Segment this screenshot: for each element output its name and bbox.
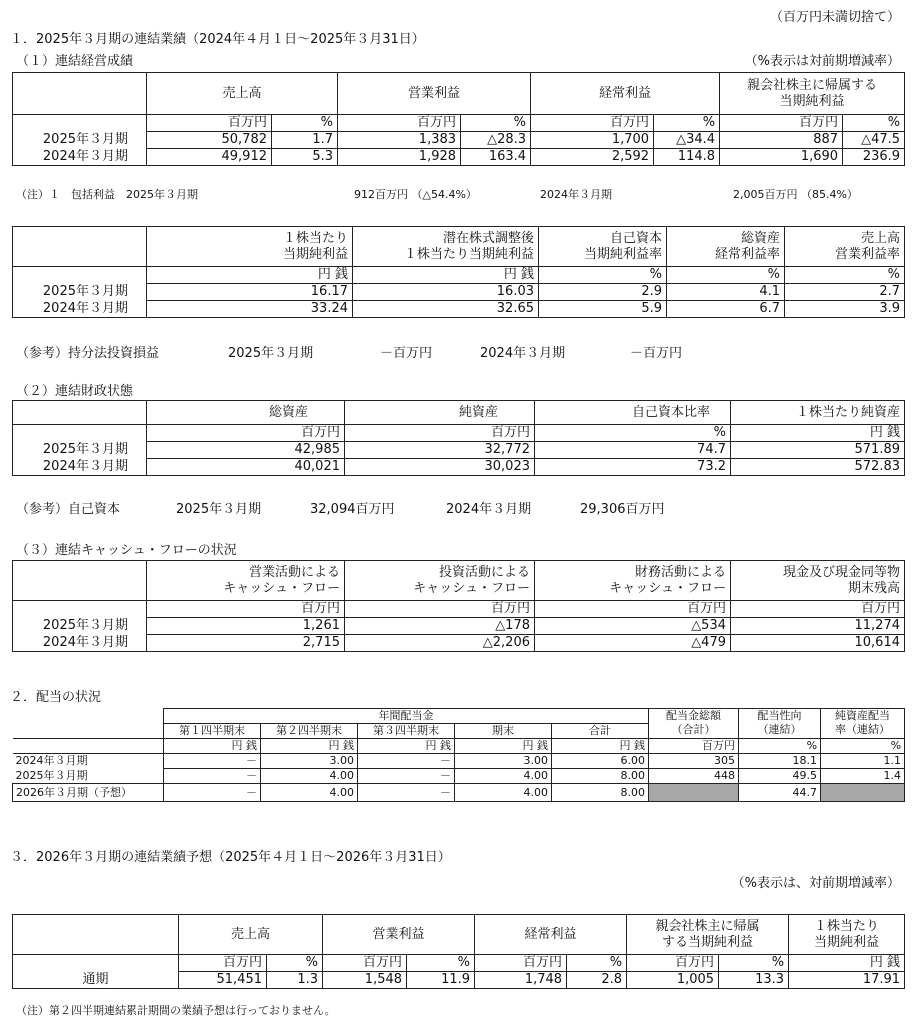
cell: 50,782 [147,132,272,149]
cell: △479 [535,635,731,652]
cash-flow-table [12,560,905,652]
cell: － [164,784,261,802]
note-period: 2025年３月期 [176,502,262,517]
header-operating-cf: 営業活動による キャッシュ・フロー [147,561,345,601]
cell: 8.00 [552,769,649,784]
unit: 百万円 [627,955,719,972]
cell: 1.1 [821,754,905,769]
note-period: 2024年３月期 [540,188,612,201]
note-value: 32,094百万円 [310,502,395,517]
table-row [13,459,905,476]
header-q3: 第３四半期末 [358,724,455,739]
cell: － [358,784,455,802]
forecast-footnote: （注）第２四半期連結累計期間の業績予想は行っておりません。 [16,1004,336,1017]
section2-title: ２．配当の状況 [10,690,102,705]
header-year-end: 期末 [455,724,552,739]
cell: 448 [649,769,739,784]
header-total-dividend: 配当金総額 （合計） [649,709,739,739]
unit: % [267,955,323,972]
unit: 円 銭 [353,267,539,284]
cell: 1.4 [821,769,905,784]
cell: 17.91 [789,972,905,989]
cell: 13.3 [719,972,789,989]
cell: 8.00 [552,784,649,802]
cell: 2,592 [531,149,654,166]
header-total: 合計 [552,724,649,739]
cell: 4.00 [455,784,552,802]
unit: 円 銭 [731,425,905,442]
cell [649,784,739,802]
cell: 2.8 [567,972,627,989]
cell: 3.00 [455,754,552,769]
cell: 40,021 [147,459,345,476]
cell: 571.89 [731,442,905,459]
cell: 44.7 [739,784,821,802]
unit: % [407,955,475,972]
header-investing-cf: 投資活動による キャッシュ・フロー [345,561,535,601]
header-annual-dividend: 年間配当金 [164,709,649,724]
unit: 円 銭 [147,267,353,284]
cell: 18.1 [739,754,821,769]
unit: % [821,739,905,754]
cell: 49.5 [739,769,821,784]
note-period: 2025年３月期 [228,346,314,361]
cell: － [164,754,261,769]
header-ordinary-income: 経常利益 [531,73,720,115]
cell: 32.65 [353,301,539,318]
note-value: －百万円 [380,346,433,361]
table-row [13,784,905,802]
row-label: 2025年３月期 [13,618,147,635]
per-share-table [12,226,905,318]
unit: 円 銭 [552,739,649,754]
cell: 2.9 [539,284,667,301]
unit: % [567,955,627,972]
row-label: 2024年３月期 [13,149,147,166]
header-sales: 売上高 [179,915,323,955]
cell: 49,912 [147,149,272,166]
cell: 1.3 [267,972,323,989]
cell: 51,451 [179,972,267,989]
subsection1-title: （１）連結経営成績 [16,54,134,69]
unit: % [654,115,720,132]
section1-title: １．2025年３月期の連結業績（2024年４月１日～2025年３月31日） [10,32,425,47]
table-row [13,769,905,784]
cell: 1,748 [475,972,567,989]
note-value: －百万円 [630,346,683,361]
row-label: 通期 [13,972,179,989]
unit: % [272,115,338,132]
header-doe: 純資産配当 率（連結） [821,709,905,739]
cell: 4.1 [667,284,785,301]
cell: 4.00 [261,784,358,802]
cell: 163.4 [461,149,531,166]
unit-note: （百万円未満切捨て） [769,10,900,25]
cell: △34.4 [654,132,720,149]
table-row [13,284,905,301]
cell: 1,383 [338,132,461,149]
unit: 円 銭 [455,739,552,754]
forecast-percent-note: （%表示は、対前期増減率） [731,876,900,891]
unit: % [461,115,531,132]
row-label: 2026年３月期（予想） [13,784,164,802]
unit: 百万円 [475,955,567,972]
row-label: 2025年３月期 [13,442,147,459]
unit: 円 銭 [164,739,261,754]
forecast-table [12,914,905,989]
unit: 百万円 [731,601,905,618]
row-label: 2024年３月期 [13,754,164,769]
cell: 3.9 [785,301,905,318]
cell: △2,206 [345,635,535,652]
header-equity-ratio: 自己資本比率 [535,401,731,425]
row-label: 2025年３月期 [13,284,147,301]
unit: % [785,267,905,284]
cell: 30,023 [345,459,535,476]
unit: % [539,267,667,284]
unit: 円 銭 [358,739,455,754]
row-label: 2025年３月期 [13,769,164,784]
header-margin: 売上高 営業利益率 [785,227,905,267]
unit: 円 銭 [261,739,358,754]
cell: 2.7 [785,284,905,301]
header-roa: 総資産 経常利益率 [667,227,785,267]
cell: 1,005 [627,972,719,989]
header-operating-income: 営業利益 [338,73,531,115]
header-ordinary-income: 経常利益 [475,915,627,955]
table-row [13,754,905,769]
header-q1: 第１四半期末 [164,724,261,739]
cell: 42,985 [147,442,345,459]
cell: 32,772 [345,442,535,459]
unit: 百万円 [179,955,267,972]
unit: 百万円 [345,425,535,442]
cell: － [358,754,455,769]
operating-results-table [12,72,905,166]
cell: 74.7 [535,442,731,459]
unit: % [739,739,821,754]
header-roe: 自己資本 当期純利益率 [539,227,667,267]
table-row [13,301,905,318]
header-financing-cf: 財務活動による キャッシュ・フロー [535,561,731,601]
cell: 6.00 [552,754,649,769]
cell: 5.3 [272,149,338,166]
equity-note: （参考）自己資本 [16,502,121,517]
header-net-income: 親会社株主に帰属 する当期純利益 [627,915,789,955]
unit: 百万円 [531,115,654,132]
header-net-assets: 純資産 [345,401,535,425]
row-label: 2024年３月期 [13,635,147,652]
row-label: 2024年３月期 [13,459,147,476]
header-q2: 第２四半期末 [261,724,358,739]
header-eps: １株当たり 当期純利益 [147,227,353,267]
cell: 305 [649,754,739,769]
cell: 10,614 [731,635,905,652]
row-label: 2025年３月期 [13,132,147,149]
table-row [13,442,905,459]
cell: － [358,769,455,784]
cell: 572.83 [731,459,905,476]
header-payout-ratio: 配当性向 （連結） [739,709,821,739]
cell: 114.8 [654,149,720,166]
table-row [13,132,905,149]
cell: 6.7 [667,301,785,318]
table-row [13,618,905,635]
subsection2-title: （２）連結財政状態 [16,384,134,399]
table-row [13,149,905,166]
dividends-table [12,708,905,802]
section3-title: ３．2026年３月期の連結業績予想（2025年４月１日～2026年３月31日） [10,850,451,865]
unit: 百万円 [323,955,407,972]
header-sales: 売上高 [147,73,338,115]
cell: 73.2 [535,459,731,476]
unit: 百万円 [345,601,535,618]
cell: 1,700 [531,132,654,149]
unit: 百万円 [147,115,272,132]
header-bps: １株当たり純資産 [731,401,905,425]
note-value: 2,005百万円 （85.4%） [733,188,858,201]
subsection3-title: （３）連結キャッシュ・フローの状況 [16,543,237,558]
unit: % [719,955,789,972]
cell: 2,715 [147,635,345,652]
equity-method-note: （参考）持分法投資損益 [16,346,160,361]
cell [821,784,905,802]
cell: 16.17 [147,284,353,301]
header-operating-income: 営業利益 [323,915,475,955]
unit: 百万円 [535,601,731,618]
cell: － [164,769,261,784]
cell: 1.7 [272,132,338,149]
cell: △534 [535,618,731,635]
financial-position-table [12,400,905,476]
note-value: 912百万円 （△54.4%） [354,188,477,201]
cell: 236.9 [843,149,905,166]
cell: 11.9 [407,972,475,989]
comprehensive-income-note: （注）１ 包括利益 2025年３月期 [16,188,198,201]
header-cash-balance: 現金及び現金同等物 期末残高 [731,561,905,601]
cell: 1,261 [147,618,345,635]
cell: △178 [345,618,535,635]
unit: % [843,115,905,132]
cell: 16.03 [353,284,539,301]
cell: 5.9 [539,301,667,318]
header-diluted-eps: 潜在株式調整後 １株当たり当期純利益 [353,227,539,267]
unit: 円 銭 [789,955,905,972]
unit: 百万円 [147,601,345,618]
unit: 百万円 [147,425,345,442]
note-period: 2024年３月期 [480,346,566,361]
header-eps: １株当たり 当期純利益 [789,915,905,955]
unit: 百万円 [649,739,739,754]
cell: 1,928 [338,149,461,166]
note-value: 29,306百万円 [580,502,665,517]
table-row [13,635,905,652]
cell: 887 [720,132,843,149]
cell: 11,274 [731,618,905,635]
row-label: 2024年３月期 [13,301,147,318]
table-row [13,972,905,989]
unit: 百万円 [338,115,461,132]
cell: 4.00 [455,769,552,784]
cell: △28.3 [461,132,531,149]
cell: △47.5 [843,132,905,149]
percent-note: （%表示は対前期増減率） [744,54,900,69]
note-period: 2024年３月期 [446,502,532,517]
cell: 1,690 [720,149,843,166]
cell: 4.00 [261,769,358,784]
unit: % [535,425,731,442]
unit: 百万円 [720,115,843,132]
cell: 1,548 [323,972,407,989]
header-total-assets: 総資産 [147,401,345,425]
unit: % [667,267,785,284]
header-net-income: 親会社株主に帰属する 当期純利益 [720,73,905,115]
cell: 33.24 [147,301,353,318]
cell: 3.00 [261,754,358,769]
